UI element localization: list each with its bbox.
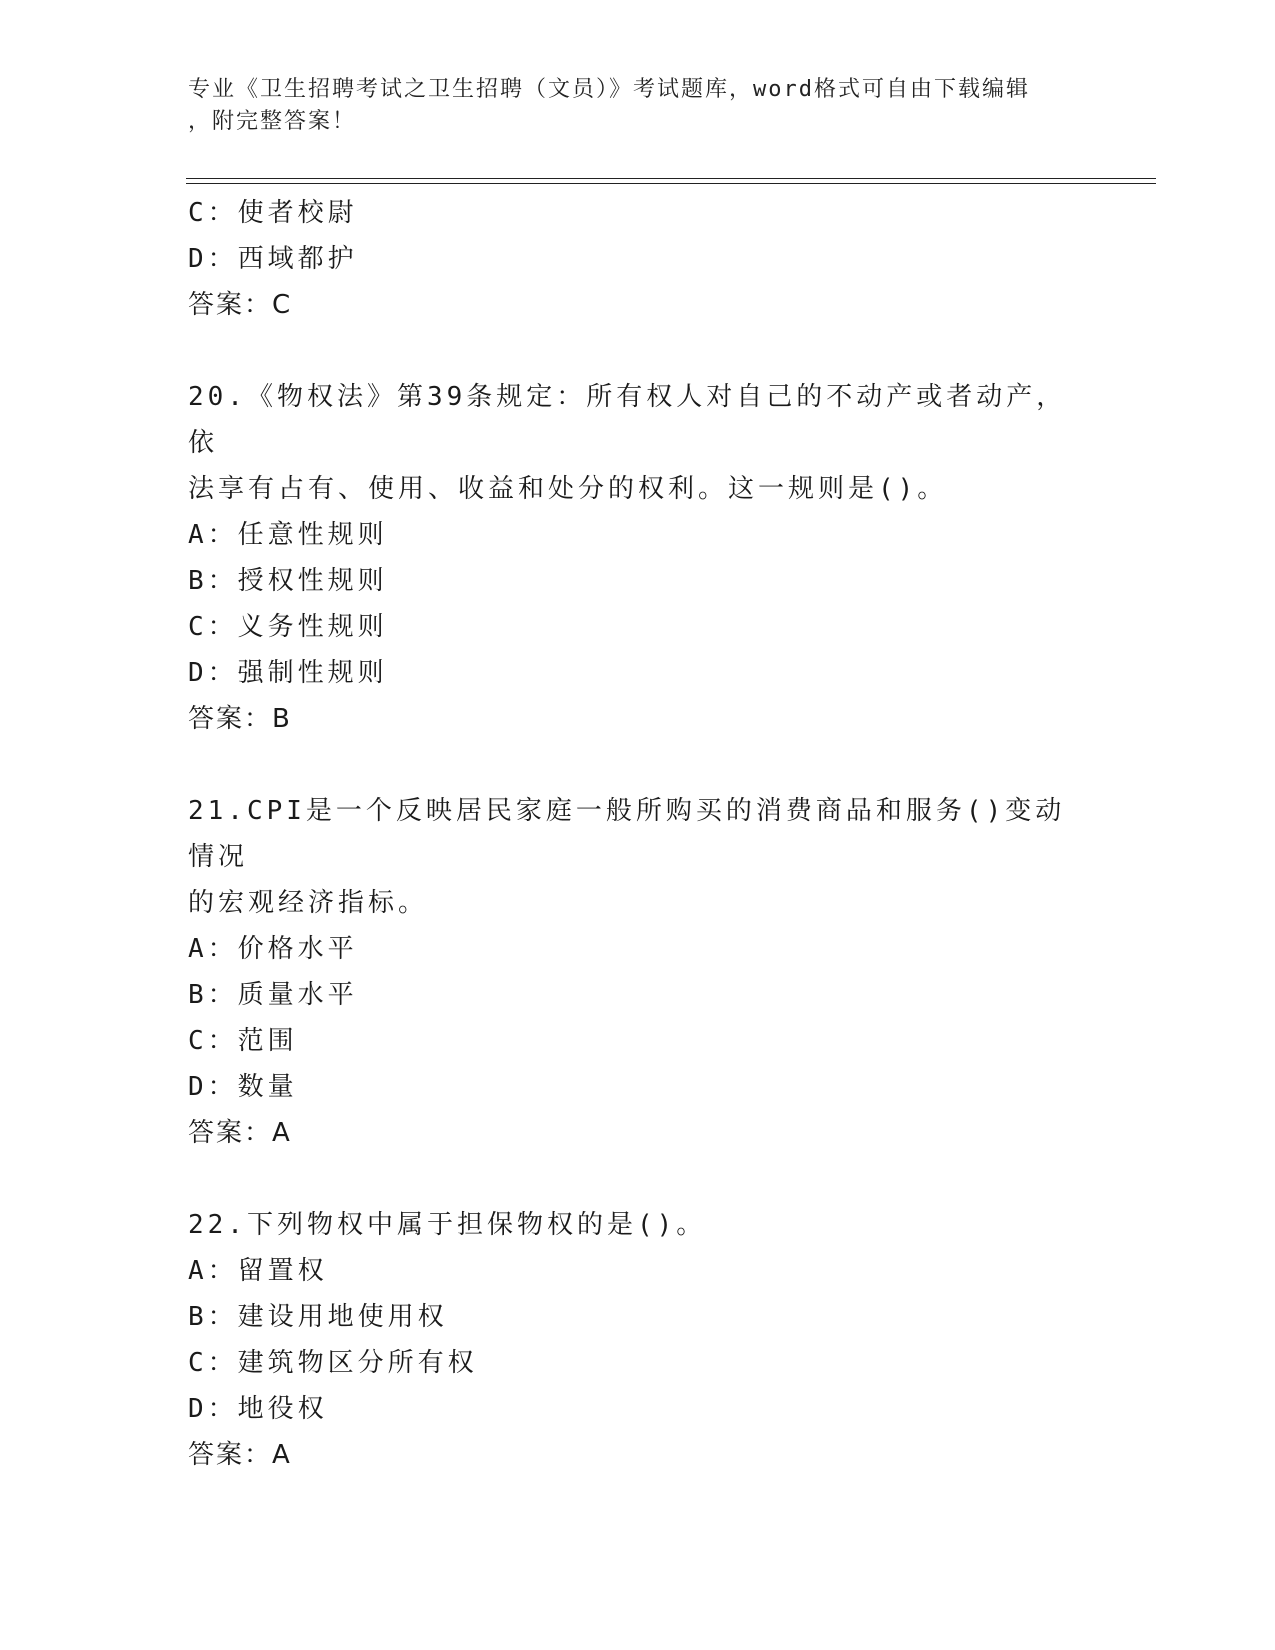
option-d: D：西域都护 xyxy=(188,244,358,274)
option-b: B：建设用地使用权 xyxy=(188,1302,448,1332)
answer-line: 答案：C xyxy=(188,290,293,320)
header-divider-top xyxy=(186,178,1156,179)
question-stem-line-2: 的宏观经济指标。 xyxy=(188,888,429,918)
header-line-2: ，附完整答案！ xyxy=(188,109,357,134)
question-list xyxy=(188,190,1068,1478)
question-stem-line-1: 21.CPI是一个反映居民家庭一般所购买的消费商品和服务()变动情况 xyxy=(188,796,1066,872)
option-b: B：授权性规则 xyxy=(188,566,388,596)
option-d: D：强制性规则 xyxy=(188,658,388,688)
previous-question-tail xyxy=(188,190,1068,328)
answer-line: 答案：A xyxy=(188,1118,292,1148)
option-c: C：范围 xyxy=(188,1026,298,1056)
question-22 xyxy=(188,1202,1068,1478)
option-c: C：义务性规则 xyxy=(188,612,388,642)
page-header xyxy=(188,74,1068,138)
header-divider-bottom xyxy=(186,183,1156,184)
question-20 xyxy=(188,374,1068,742)
question-stem-line-2: 法享有占有、使用、收益和处分的权利。这一规则是()。 xyxy=(188,474,948,504)
option-d: D：数量 xyxy=(188,1072,298,1102)
question-stem-line-1: 20.《物权法》第39条规定：所有权人对自己的不动产或者动产，依 xyxy=(188,382,1067,458)
answer-line: 答案：B xyxy=(188,704,292,734)
spacer xyxy=(188,1156,1068,1202)
spacer xyxy=(188,328,1068,374)
header-line-1: 专业《卫生招聘考试之卫生招聘（文员）》考试题库，word格式可自由下载编辑 xyxy=(188,77,1030,102)
option-a: A：留置权 xyxy=(188,1256,328,1286)
option-c: C：使者校尉 xyxy=(188,198,358,228)
question-stem-line-1: 22.下列物权中属于担保物权的是()。 xyxy=(188,1210,707,1240)
option-c: C：建筑物区分所有权 xyxy=(188,1348,478,1378)
answer-line: 答案：A xyxy=(188,1440,292,1470)
option-a: A：价格水平 xyxy=(188,934,358,964)
option-d: D：地役权 xyxy=(188,1394,328,1424)
spacer xyxy=(188,742,1068,788)
question-21 xyxy=(188,788,1068,1156)
option-a: A：任意性规则 xyxy=(188,520,388,550)
option-b: B：质量水平 xyxy=(188,980,358,1010)
